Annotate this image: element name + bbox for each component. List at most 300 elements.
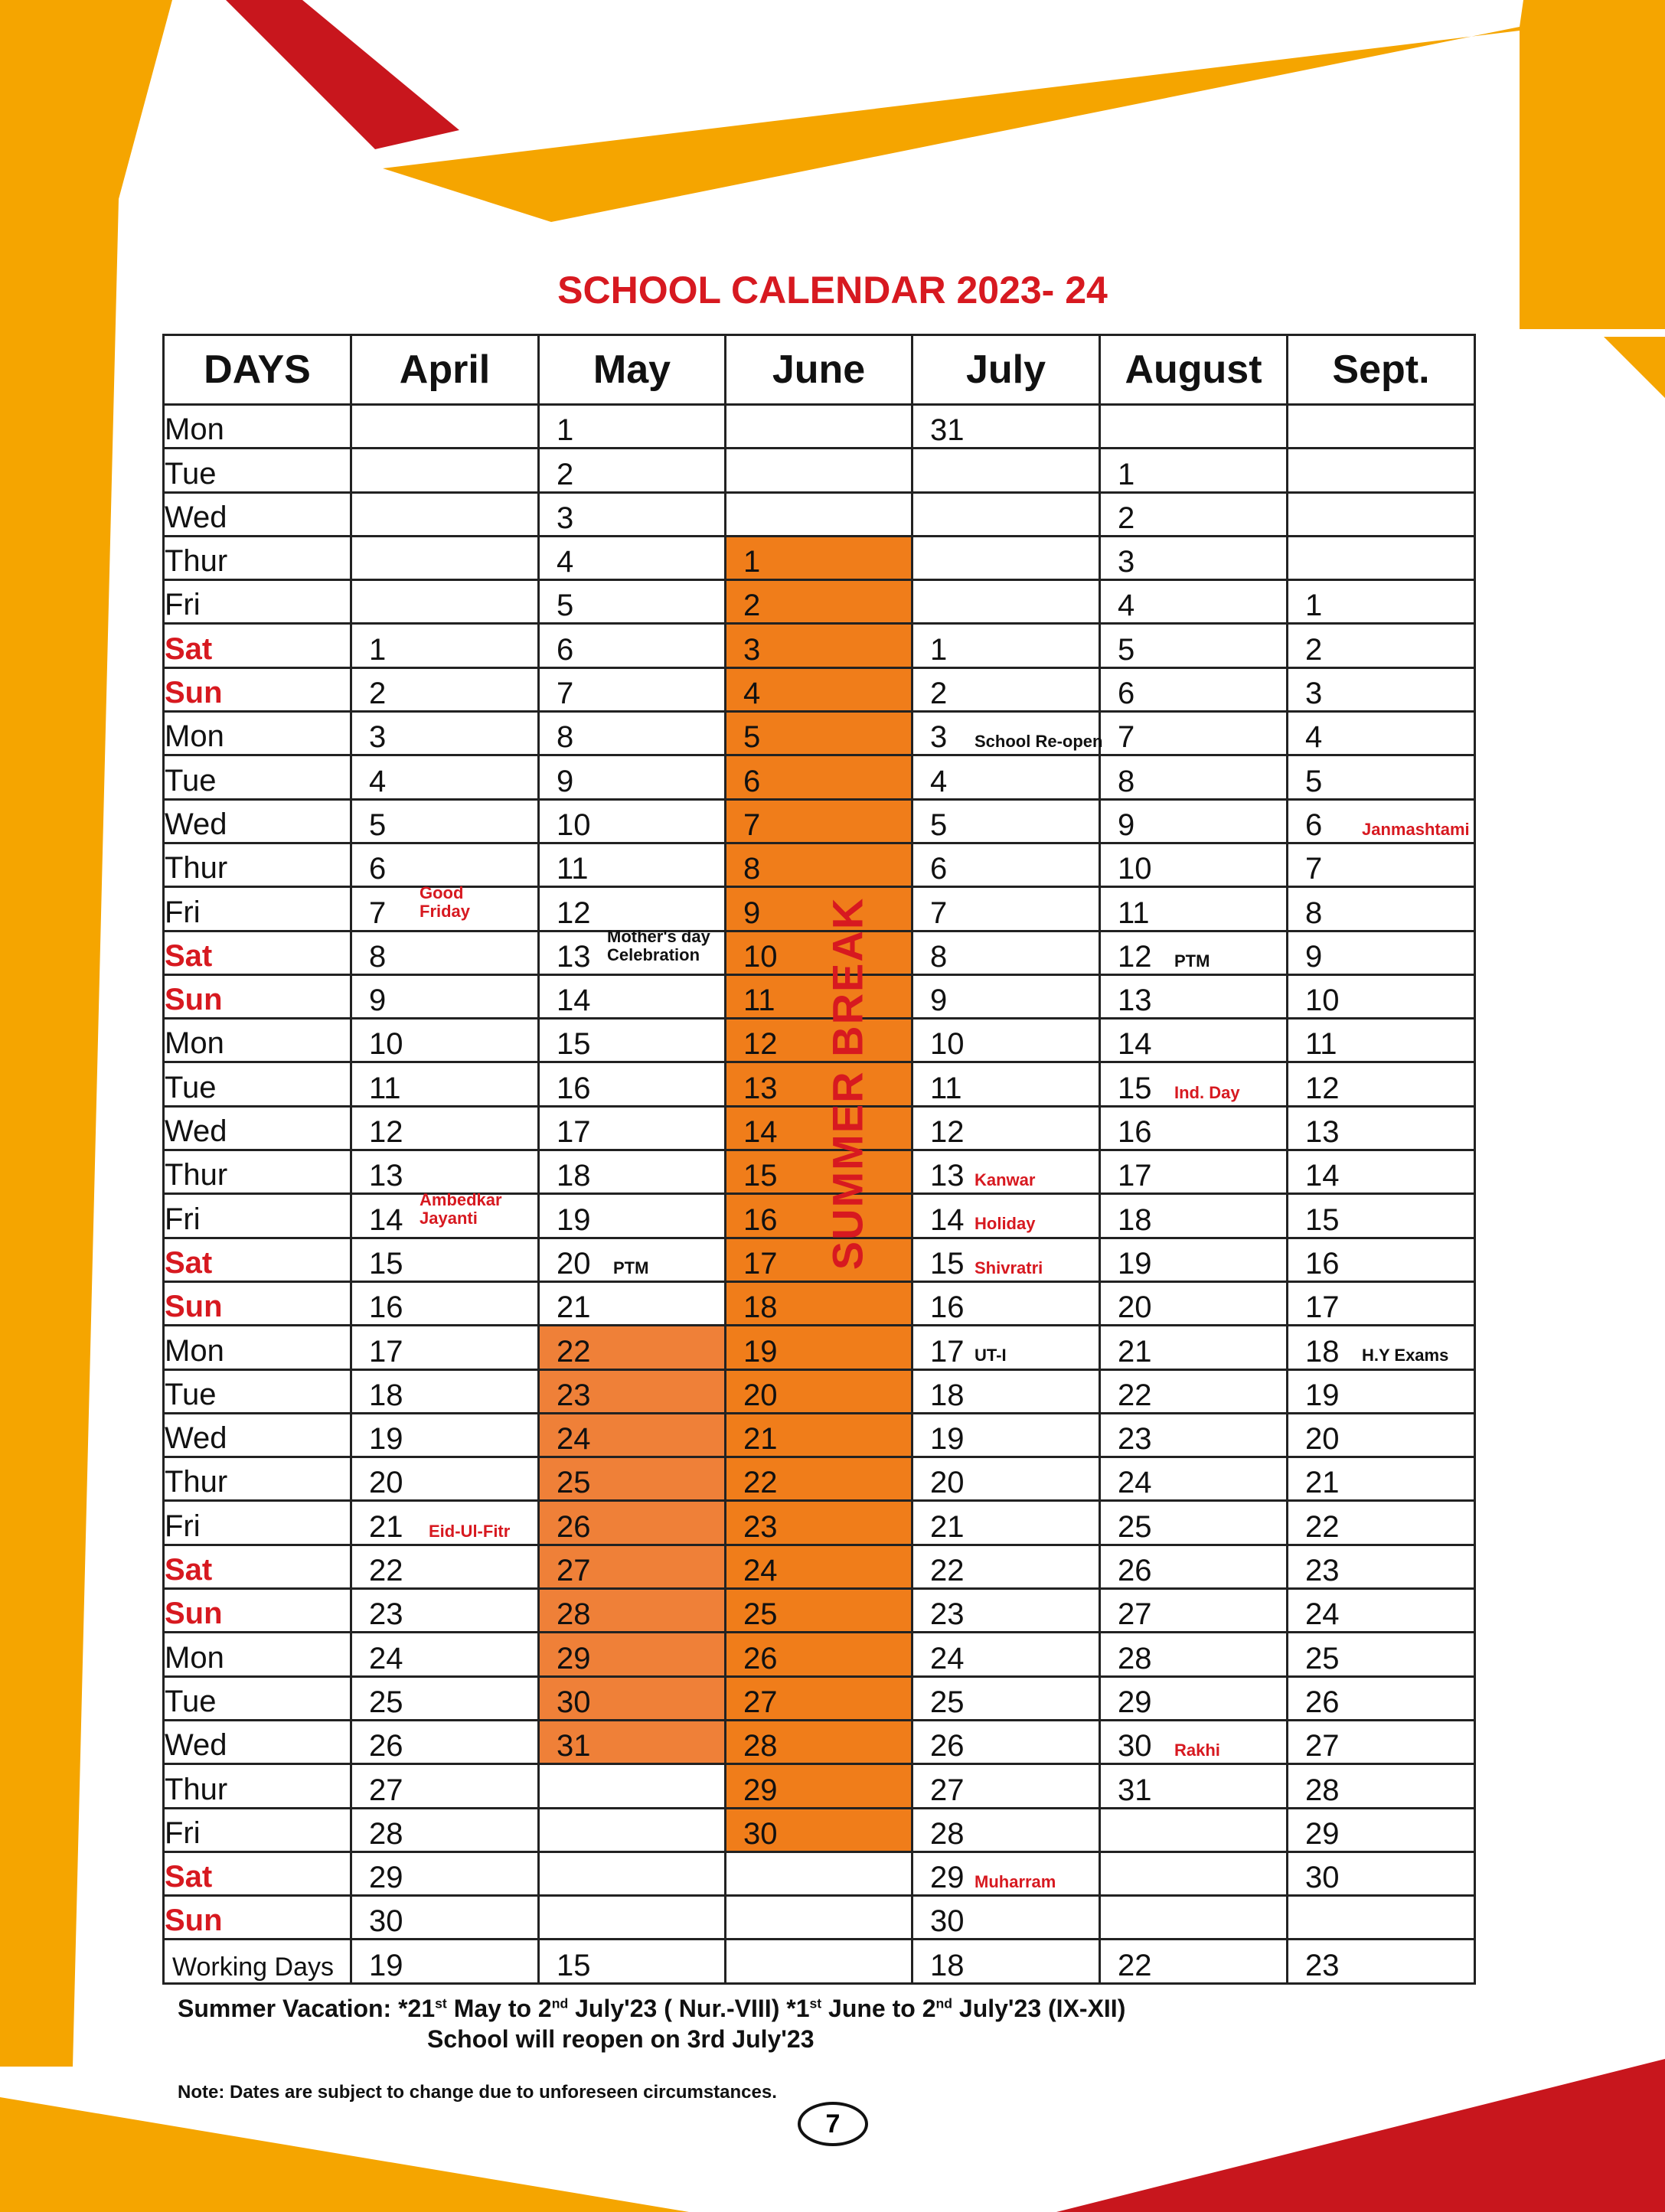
date-cell — [726, 1281, 912, 1325]
date-number: 21 — [1305, 1466, 1340, 1500]
date-number: 22 — [1305, 1509, 1340, 1544]
date-number: 1 — [1305, 589, 1323, 623]
date-cell — [539, 1808, 726, 1851]
date-number: 24 — [930, 1641, 965, 1675]
date-number: 25 — [1305, 1641, 1340, 1675]
date-cell — [1100, 1764, 1288, 1808]
date-number: 22 — [930, 1554, 965, 1588]
date-cell — [1100, 1150, 1288, 1194]
date-cell — [726, 1194, 912, 1238]
date-cell — [539, 624, 726, 667]
date-cell — [726, 1501, 912, 1545]
date-cell — [912, 1019, 1100, 1062]
date-cell — [912, 1545, 1100, 1588]
date-number: 25 — [930, 1685, 965, 1719]
date-number: 10 — [1305, 984, 1340, 1018]
date-number: 13 — [930, 1159, 965, 1193]
date-cell — [539, 1545, 726, 1588]
date-cell — [1100, 667, 1288, 711]
date-number: 10 — [369, 1027, 403, 1062]
date-number: 25 — [1118, 1509, 1152, 1544]
date-cell — [1100, 1676, 1288, 1720]
date-cell — [351, 755, 539, 799]
date-cell — [539, 1501, 726, 1545]
date-number: 11 — [1305, 1027, 1337, 1062]
day-name: Wed — [164, 1413, 351, 1457]
date-cell — [912, 1062, 1100, 1106]
day-name: Wed — [164, 1720, 351, 1763]
date-cell — [1288, 1589, 1475, 1633]
header-may: May — [539, 335, 726, 405]
date-number: 16 — [557, 1071, 591, 1105]
date-number: 1 — [557, 413, 574, 448]
date-number: 3 — [1118, 545, 1135, 579]
table-row — [164, 1106, 1475, 1150]
date-cell — [351, 799, 539, 843]
date-cell — [1288, 1720, 1475, 1763]
date-number: 19 — [930, 1422, 965, 1457]
date-cell — [1288, 492, 1475, 536]
date-cell — [1100, 492, 1288, 536]
table-row — [164, 712, 1475, 755]
date-cell — [1100, 1413, 1288, 1457]
date-cell — [912, 1413, 1100, 1457]
table-row — [164, 755, 1475, 799]
date-number: 31 — [557, 1729, 591, 1763]
date-number: 26 — [369, 1729, 403, 1763]
date-number: 10 — [1118, 852, 1152, 886]
date-number: 19 — [1118, 1246, 1152, 1281]
date-cell — [539, 580, 726, 624]
date-cell — [912, 405, 1100, 449]
date-number: 15 — [1305, 1202, 1340, 1237]
table-row — [164, 799, 1475, 843]
date-cell — [351, 1589, 539, 1633]
date-cell — [351, 1720, 539, 1763]
date-cell — [726, 1808, 912, 1851]
day-name: Thur — [164, 1457, 351, 1501]
working-days-row — [164, 1940, 1475, 1983]
date-cell — [1288, 1457, 1475, 1501]
date-cell — [726, 1106, 912, 1150]
date-cell — [726, 667, 912, 711]
table-row — [164, 1764, 1475, 1808]
date-number: 18 — [1118, 1202, 1152, 1237]
date-number: 26 — [1305, 1685, 1340, 1719]
date-cell — [912, 1896, 1100, 1940]
table-row — [164, 1457, 1475, 1501]
date-cell — [1288, 1851, 1475, 1895]
date-cell — [1288, 1633, 1475, 1676]
date-cell — [539, 449, 726, 492]
date-number: 12 — [930, 1115, 965, 1150]
table-row — [164, 1676, 1475, 1720]
date-number: 14 — [369, 1202, 403, 1237]
table-row — [164, 1501, 1475, 1545]
table-row — [164, 1808, 1475, 1851]
day-name: Sat — [164, 1238, 351, 1281]
event-label: Ind. Day — [1174, 1082, 1240, 1102]
date-number: 28 — [557, 1597, 591, 1632]
event-label: Mother's day Celebration — [607, 926, 710, 965]
working-days-value — [726, 1940, 912, 1983]
date-number: 30 — [557, 1685, 591, 1719]
table-row — [164, 405, 1475, 449]
date-cell — [1288, 536, 1475, 579]
header-june: June — [726, 335, 912, 405]
table-row — [164, 1851, 1475, 1895]
day-name: Sun — [164, 667, 351, 711]
date-number: 31 — [1118, 1773, 1152, 1807]
date-number: 22 — [743, 1466, 778, 1500]
event-label: UT-I — [975, 1346, 1007, 1365]
date-cell — [1100, 887, 1288, 931]
date-number: 7 — [1118, 720, 1135, 755]
table-row — [164, 624, 1475, 667]
date-number: 3 — [1305, 677, 1323, 711]
date-number: 18 — [930, 1378, 965, 1412]
date-number: 9 — [557, 764, 574, 798]
date-cell — [912, 667, 1100, 711]
event-label: Janmashtami — [1362, 819, 1470, 839]
table-row — [164, 843, 1475, 886]
date-number: 20 — [1118, 1290, 1152, 1325]
date-number: 30 — [369, 1904, 403, 1939]
date-cell — [539, 1194, 726, 1238]
date-cell — [726, 887, 912, 931]
date-cell — [1288, 931, 1475, 974]
date-number: 23 — [1305, 1554, 1340, 1588]
event-label: School Re-open — [975, 732, 1103, 752]
day-name: Wed — [164, 492, 351, 536]
date-number: 9 — [1118, 807, 1135, 842]
date-cell — [726, 843, 912, 886]
date-cell — [912, 1457, 1100, 1501]
date-cell — [726, 1150, 912, 1194]
page-number: 7 — [798, 2102, 868, 2146]
date-number: 22 — [1118, 1378, 1152, 1412]
date-number: 27 — [930, 1773, 965, 1807]
date-number: 17 — [743, 1246, 778, 1281]
date-cell — [1288, 667, 1475, 711]
date-number: 26 — [1118, 1554, 1152, 1588]
date-number: 20 — [743, 1378, 778, 1412]
date-cell — [539, 974, 726, 1018]
date-cell — [1100, 843, 1288, 886]
date-number: 27 — [1305, 1729, 1340, 1763]
event-label: Rakhi — [1174, 1741, 1220, 1760]
date-number: 30 — [930, 1904, 965, 1939]
date-cell — [1288, 1062, 1475, 1106]
date-number: 20 — [557, 1246, 591, 1281]
date-cell — [912, 974, 1100, 1018]
date-number: 15 — [930, 1246, 965, 1281]
date-cell — [726, 624, 912, 667]
date-cell — [1288, 1238, 1475, 1281]
date-cell — [1288, 755, 1475, 799]
date-cell — [1100, 624, 1288, 667]
date-number: 9 — [1305, 939, 1323, 974]
date-cell — [351, 1019, 539, 1062]
date-number: 21 — [1118, 1334, 1152, 1369]
date-cell — [1100, 712, 1288, 755]
date-cell — [539, 1281, 726, 1325]
date-cell — [912, 1281, 1100, 1325]
date-cell — [1100, 974, 1288, 1018]
date-number: 10 — [743, 939, 778, 974]
date-cell — [1288, 799, 1475, 843]
date-number: 12 — [557, 896, 591, 930]
date-cell — [351, 1764, 539, 1808]
day-name: Tue — [164, 755, 351, 799]
date-number: 28 — [1305, 1773, 1340, 1807]
date-cell — [912, 1106, 1100, 1150]
date-cell — [1100, 1633, 1288, 1676]
calendar-table — [162, 334, 1476, 1985]
day-name: Thur — [164, 1764, 351, 1808]
table-row — [164, 1062, 1475, 1106]
date-number: 8 — [1305, 896, 1323, 930]
date-number: 15 — [557, 1027, 591, 1062]
date-cell — [912, 712, 1103, 755]
table-row — [164, 1281, 1475, 1325]
date-number: 8 — [930, 939, 948, 974]
date-number: 1 — [743, 545, 761, 579]
date-number: 24 — [369, 1641, 403, 1675]
date-number: 24 — [1118, 1466, 1152, 1500]
day-name: Sat — [164, 931, 351, 974]
date-number: 18 — [743, 1290, 778, 1325]
date-number: 27 — [557, 1554, 591, 1588]
table-row — [164, 1413, 1475, 1457]
day-name: Sat — [164, 1545, 351, 1588]
date-number: 17 — [1118, 1159, 1152, 1193]
date-number: 23 — [557, 1378, 591, 1412]
red-top-ribbon — [226, 0, 459, 149]
day-name: Mon — [164, 1633, 351, 1676]
date-number: 19 — [557, 1202, 591, 1237]
date-number: 3 — [930, 720, 948, 755]
date-cell — [539, 492, 726, 536]
date-number: 14 — [743, 1115, 778, 1150]
day-name: Tue — [164, 449, 351, 492]
date-number: 11 — [557, 852, 589, 886]
day-name: Thur — [164, 843, 351, 886]
date-cell — [1288, 1150, 1475, 1194]
date-number: 17 — [1305, 1290, 1340, 1325]
date-cell — [1288, 1281, 1475, 1325]
date-cell — [1288, 449, 1475, 492]
date-number: 9 — [369, 984, 387, 1018]
date-number: 16 — [743, 1202, 778, 1237]
day-name: Fri — [164, 1194, 351, 1238]
table-row — [164, 1238, 1475, 1281]
date-cell — [912, 931, 1100, 974]
working-days-value: 19 — [351, 1940, 539, 1983]
date-number: 2 — [930, 677, 948, 711]
table-row — [164, 667, 1475, 711]
date-number: 23 — [743, 1509, 778, 1544]
page-title: SCHOOL CALENDAR 2023- 24 — [557, 269, 1108, 312]
date-cell — [539, 1369, 726, 1413]
date-cell — [351, 1545, 539, 1588]
date-number: 2 — [369, 677, 387, 711]
date-cell — [1288, 1106, 1475, 1150]
date-cell — [1100, 536, 1288, 579]
date-cell — [1100, 1720, 1288, 1763]
date-number: 8 — [369, 939, 387, 974]
date-cell — [1100, 1896, 1288, 1940]
day-name: Sat — [164, 624, 351, 667]
date-cell — [1100, 1589, 1288, 1633]
date-cell — [726, 1369, 912, 1413]
summer-break-label: SUMMER BREAK — [823, 896, 872, 1270]
date-cell — [539, 712, 726, 755]
date-number: 7 — [557, 677, 574, 711]
working-days-value: 23 — [1288, 1940, 1475, 1983]
date-number: 19 — [743, 1334, 778, 1369]
date-cell — [1288, 1019, 1475, 1062]
date-number: 15 — [1118, 1071, 1152, 1105]
date-cell — [1100, 1062, 1288, 1106]
date-cell — [539, 1633, 726, 1676]
date-cell — [1288, 1369, 1475, 1413]
date-number: 5 — [930, 807, 948, 842]
date-cell — [351, 974, 539, 1018]
date-number: 2 — [743, 589, 761, 623]
date-cell — [539, 755, 726, 799]
reopen-line: School will reopen on 3rd July'23 — [427, 2025, 815, 2053]
date-cell — [726, 1851, 912, 1895]
date-cell — [539, 1764, 726, 1808]
date-number: 17 — [557, 1115, 591, 1150]
date-cell — [912, 1238, 1100, 1281]
date-cell — [539, 1851, 726, 1895]
header-april: April — [351, 335, 539, 405]
date-cell — [351, 883, 539, 931]
date-number: 29 — [1118, 1685, 1152, 1719]
date-cell — [1100, 1019, 1288, 1062]
date-cell — [1100, 1369, 1288, 1413]
date-number: 15 — [743, 1159, 778, 1193]
date-cell — [351, 667, 539, 711]
date-number: 18 — [557, 1159, 591, 1193]
date-number: 6 — [369, 852, 387, 886]
date-cell — [1288, 887, 1475, 931]
date-cell — [912, 1720, 1100, 1763]
date-cell — [912, 799, 1100, 843]
table-row — [164, 1720, 1475, 1763]
header-row — [164, 335, 1475, 405]
event-label: Ambedkar Jayanti — [420, 1189, 502, 1228]
date-number: 28 — [930, 1816, 965, 1851]
date-cell — [539, 1896, 726, 1940]
date-number: 13 — [1118, 984, 1152, 1018]
date-number: 25 — [743, 1597, 778, 1632]
date-cell — [726, 974, 912, 1018]
date-number: 6 — [930, 852, 948, 886]
date-number: 22 — [369, 1554, 403, 1588]
date-number: 28 — [743, 1729, 778, 1763]
date-cell — [726, 755, 912, 799]
date-cell — [1288, 1194, 1475, 1238]
date-number: 7 — [930, 896, 948, 930]
date-cell — [726, 1413, 912, 1457]
date-cell — [539, 1150, 726, 1194]
date-number: 30 — [1118, 1729, 1152, 1763]
date-number: 26 — [557, 1509, 591, 1544]
date-number: 11 — [369, 1071, 401, 1105]
date-number: 4 — [1305, 720, 1323, 755]
date-number: 4 — [1118, 589, 1135, 623]
date-cell — [1100, 1238, 1288, 1281]
date-cell — [539, 536, 726, 579]
table-row — [164, 1194, 1475, 1238]
day-name: Fri — [164, 580, 351, 624]
date-cell — [1288, 624, 1475, 667]
date-cell — [912, 1851, 1100, 1895]
date-cell — [1100, 1457, 1288, 1501]
date-cell — [539, 1720, 726, 1763]
header-days: DAYS — [164, 335, 351, 405]
date-number: 28 — [1118, 1641, 1152, 1675]
day-name: Fri — [164, 1808, 351, 1851]
date-cell — [351, 580, 539, 624]
date-number: 4 — [557, 545, 574, 579]
date-cell — [1100, 931, 1288, 974]
date-cell — [1100, 1501, 1288, 1545]
date-number: 7 — [743, 807, 761, 842]
date-cell — [539, 1238, 726, 1281]
date-number: 16 — [1118, 1115, 1152, 1150]
date-number: 8 — [743, 852, 761, 886]
date-cell — [1288, 1545, 1475, 1588]
date-number: 30 — [743, 1816, 778, 1851]
date-cell — [351, 492, 539, 536]
date-cell — [1288, 974, 1475, 1018]
day-name: Thur — [164, 1150, 351, 1194]
date-number: 13 — [743, 1071, 778, 1105]
date-cell — [912, 1633, 1100, 1676]
date-cell — [351, 1808, 539, 1851]
date-number: 12 — [1118, 939, 1152, 974]
date-cell — [539, 799, 726, 843]
date-number: 12 — [369, 1115, 403, 1150]
day-name: Mon — [164, 405, 351, 449]
day-name: Mon — [164, 1019, 351, 1062]
event-label: Good Friday — [420, 883, 471, 921]
date-number: 20 — [1305, 1422, 1340, 1457]
date-cell — [1288, 1764, 1475, 1808]
table-row — [164, 492, 1475, 536]
date-cell — [1100, 1281, 1288, 1325]
date-cell — [726, 449, 912, 492]
date-cell — [912, 1150, 1100, 1194]
date-number: 22 — [557, 1334, 591, 1369]
date-cell — [726, 536, 912, 579]
date-cell — [539, 1062, 726, 1106]
date-cell — [1288, 1896, 1475, 1940]
table-row — [164, 1326, 1475, 1369]
event-label: Kanwar — [975, 1170, 1036, 1190]
date-number: 23 — [930, 1597, 965, 1632]
date-cell — [539, 1676, 726, 1720]
date-cell — [912, 449, 1100, 492]
date-cell — [351, 1896, 539, 1940]
event-label: Holiday — [975, 1214, 1036, 1234]
date-cell — [1288, 1413, 1475, 1457]
date-number: 16 — [369, 1290, 403, 1325]
